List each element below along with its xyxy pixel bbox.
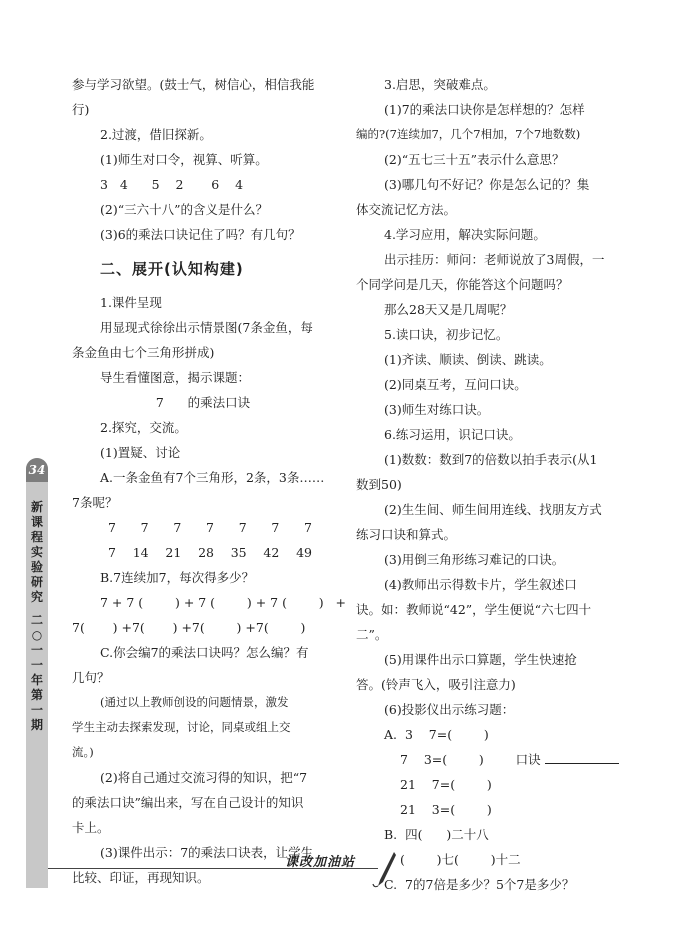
text-line: 用显现式徐徐出示情景图(7条金鱼，每 (100, 320, 313, 335)
answer-blank (545, 749, 619, 764)
text-line: 3.启思，突破难点。 (384, 77, 496, 92)
page-number: 34 (26, 458, 48, 482)
journal-char: 究 (30, 590, 43, 604)
footer-column-title: 课改加油站 (285, 855, 356, 870)
text-line: (2)“三六十八”的含义是什么？ (100, 202, 268, 217)
text-line: 比较、印证，再现知识。 (72, 870, 210, 885)
equation-line: 7( ) +7( ) +7( ) +7( ) (72, 620, 306, 635)
lesson-title: 7 的乘法口诀 (155, 395, 251, 410)
text-line: (2)生生间、师生间用连线、找朋友方式 (384, 502, 602, 517)
text-line: 体交流记忆方法。 (356, 202, 457, 217)
pen-icon (372, 850, 398, 890)
text-line: 练习口诀和算式。 (356, 527, 457, 542)
exercise-line: 21 3=( ) (400, 802, 492, 817)
journal-char: 课 (30, 515, 43, 529)
journal-char: 第 (30, 688, 43, 702)
text-line: A.一条金鱼有7个三角形，2条，3条…… (100, 470, 325, 485)
exercise-line: B. 四( )二十八 (384, 827, 489, 842)
note-line: (通过以上教师创设的问题情景，激发 (100, 695, 289, 709)
text-line: (3)师生对练口诀。 (384, 402, 490, 417)
exercise-line: A. 3 7=( ) (384, 727, 489, 742)
text-line: (2)同桌互考，互问口诀。 (384, 377, 527, 392)
text-line: 那么28天又是几周呢？ (384, 302, 513, 317)
journal-char: 程 (30, 530, 43, 544)
product-value: 14 (132, 545, 149, 560)
journal-char: 新 (30, 500, 43, 514)
text-line: 诀。如：教师说“42”，学生便说“六七四十 (356, 602, 592, 617)
seven-value: 7 (206, 520, 214, 535)
seven-value: 7 (173, 520, 182, 535)
seven-value: 7 (304, 520, 312, 535)
text-line: 个同学问是几天，你能答这个问题吗？ (356, 277, 569, 292)
sevens-row (72, 515, 334, 540)
seven-value: 7 (271, 520, 280, 535)
text-line: 4.学习应用，解决实际问题。 (384, 227, 546, 242)
product-value: 42 (263, 545, 280, 560)
journal-title (28, 500, 46, 733)
journal-char: 一 (30, 643, 43, 657)
journal-char: 年 (30, 673, 43, 687)
text-line: (3)课件出示：7的乘法口诀表，让学生 (100, 845, 314, 860)
journal-char: 一 (30, 703, 43, 717)
text-line: (6)投影仪出示练习题： (384, 702, 515, 717)
journal-char: 二 (30, 613, 43, 627)
product-value: 7 (108, 545, 116, 560)
journal-char: ○ (31, 628, 43, 642)
text-line: 5.读口诀，初步记忆。 (384, 327, 509, 342)
text-line: 7条呢？ (72, 495, 118, 510)
seven-value: 7 (140, 520, 149, 535)
text-line: (1)数数：数到7的倍数以拍手表示(从1 (384, 452, 598, 467)
number-row: 3 4 5 2 6 4 (100, 177, 244, 192)
text-line: 答。(铃声飞入，吸引注意力) (356, 677, 516, 692)
text-line: 行) (72, 102, 90, 117)
text-line: 参与学习欲望。(鼓士气，树信心，相信我能 (72, 77, 315, 92)
text-line: 数到50) (356, 477, 402, 492)
text-line: 导生看懂图意，揭示课题： (100, 370, 251, 385)
text-line: 二”。 (356, 627, 388, 642)
text-line: (5)用课件出示口算题，学生快速抢 (384, 652, 577, 667)
journal-char: 研 (30, 575, 43, 589)
section-heading: 二、展开(认知构建) (100, 260, 244, 278)
text-line: (3)用倒三角形练习难记的口诀。 (384, 552, 565, 567)
text-line: (4)教师出示得数卡片，学生叙述口 (384, 577, 577, 592)
product-value: 28 (198, 545, 214, 560)
product-value: 35 (230, 545, 247, 560)
journal-char: 一 (30, 658, 43, 672)
text-line: 2.探究，交流。 (100, 420, 187, 435)
product-value: 49 (296, 545, 312, 560)
text-line: B.7连续加7，每次得多少？ (100, 570, 255, 585)
journal-spacer (28, 605, 46, 613)
equation-line: 7 + 7 ( ) + 7 ( ) + 7 ( ) + (100, 595, 347, 610)
exercise-line: ( )七( )十二 (400, 852, 521, 867)
left-column (72, 72, 347, 890)
text-line: (1)置疑、讨论 (100, 445, 181, 460)
text-line: (2)“五七三十五”表示什么意思？ (384, 152, 565, 167)
text-line: 条金鱼由七个三角形拼成) (72, 345, 215, 360)
text-line: 卡上。 (72, 820, 110, 835)
exercise-text: 7 3=( ) 口诀 (400, 752, 541, 767)
text-line: 几句？ (72, 670, 110, 685)
products-row (72, 540, 334, 565)
text-line: 出示挂历：师问：老师说放了3周假，一 (384, 252, 605, 267)
text-line: 6.练习运用，识记口诀。 (384, 427, 521, 442)
text-line: 1.课件呈现 (100, 295, 162, 310)
text-line: (1)7的乘法口诀你是怎样想的？怎样 (384, 102, 585, 117)
seven-value: 7 (238, 520, 247, 535)
note-line: 学生主动去探索发现，讨论，同桌或组上交 (72, 720, 291, 734)
exercise-line (356, 747, 614, 772)
text-line: 的乘法口诀”编出来，写在自己设计的知识 (72, 795, 304, 810)
journal-char: 验 (30, 560, 43, 574)
text-line: 编的?(7连续加7，几个7相加，7个7地数数) (356, 127, 581, 141)
seven-value: 7 (108, 520, 116, 535)
exercise-line: 21 7=( ) (400, 777, 492, 792)
journal-char: 实 (30, 545, 43, 559)
text-line: (1)师生对口令，视算、听算。 (100, 152, 268, 167)
text-line: (3)6的乘法口诀记住了吗？有几句？ (100, 227, 301, 242)
product-value: 21 (165, 545, 182, 560)
text-line: (1)齐读、顺读、倒读、跳读。 (384, 352, 552, 367)
text-line: (2)将自己通过交流习得的知识，把“7 (100, 770, 308, 785)
exercise-line: C. 7的7倍是多少？5个7是多少？ (384, 877, 575, 892)
note-line: 流。) (72, 745, 94, 759)
right-column (356, 72, 614, 897)
journal-char: 期 (30, 718, 43, 732)
text-line: 2.过渡，借旧探新。 (100, 127, 212, 142)
text-line: (3)哪几句不好记？你是怎么记的？集 (384, 177, 590, 192)
text-line: C.你会编7的乘法口诀吗？怎么编？有 (100, 645, 309, 660)
